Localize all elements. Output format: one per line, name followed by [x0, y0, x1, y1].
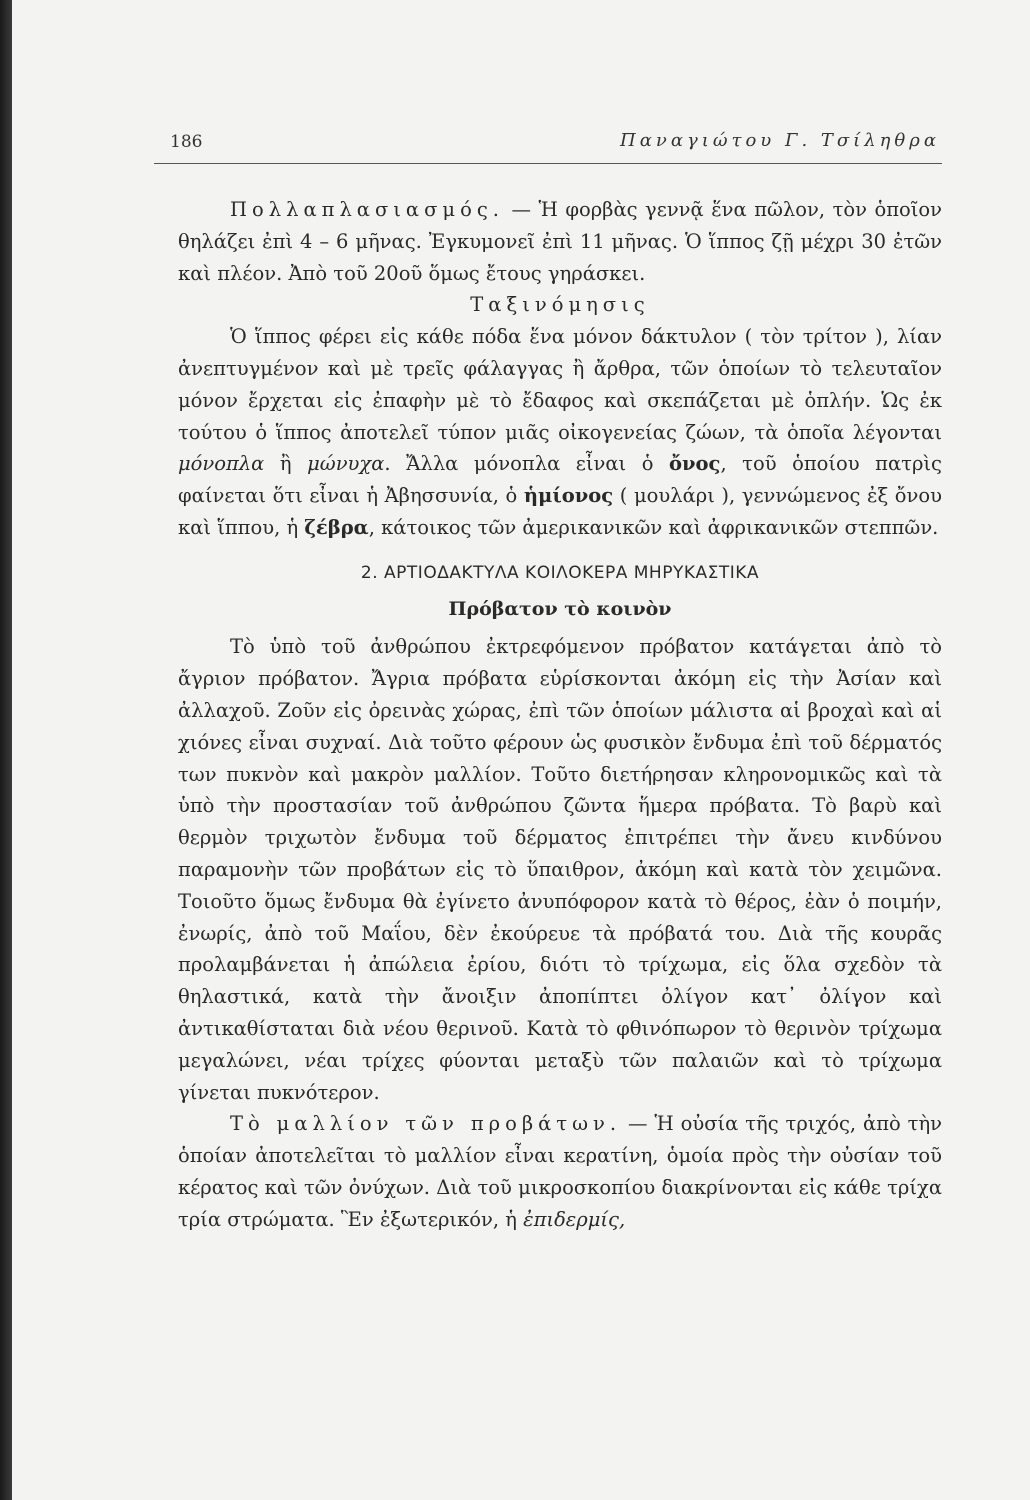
- text-span: Ὁ ἵππος φέρει εἰς κάθε πόδα ἕνα μόνον δάκτυλον ( τὸν τρίτον ), λίαν ἀνεπτυγμένον καὶ μὲ τρεῖς φάλαγγας ἢ ἄρθρα, τῶν ὁποίων τὸ τελευταῖον μόνον ἔρχεται εἰς ἐπαφὴν μὲ τὸ ἔδαφος καὶ σκεπάζεται μὲ ὁπλήν. Ὡς ἐκ τούτου ὁ ἵππος ἀποτελεῖ τύπον μιᾶς οἰκογενείας ζώων, τὰ ὁποῖα λέγονται: [178, 325, 942, 444]
- running-head: Παναγιώτου Γ. Τσίληθρα: [620, 130, 940, 151]
- paragraph-reproduction: [178, 194, 942, 289]
- heading-classification: Ταξινόμησις: [470, 293, 650, 317]
- text-span: , κάτοικος τῶν ἀμερικανικῶν καὶ ἀφρικανικῶν στεππῶν.: [368, 515, 939, 539]
- paragraph-sheep: Τὸ ὑπὸ τοῦ ἀνθρώπου ἐκτρεφόμενον πρόβατον κατάγεται ἀπὸ τὸ ἄγριον πρόβατον. Ἄγρια πρόβατα εὑρίσκονται ἀκόμη εἰς τὴν Ἀσίαν καὶ ἀλλαχοῦ. Ζοῦν εἰς ὀρεινὰς χώρας, ἐπὶ τῶν ὁποίων μάλιστα αἱ βροχαὶ καὶ αἱ χιόνες εἶναι συχναί. Διὰ τοῦτο φέρουν ὡς φυσικὸν ἔνδυμα ἐπὶ τοῦ δέρματός των πυκνὸν καὶ μακρὸν μαλλίον. Τοῦτο διετήρησαν κληρονομικῶς καὶ τὰ ὑπὸ τὴν προστασίαν τοῦ ἀνθρώπου ζῶντα ἥμερα πρόβατα. Τὸ βαρὺ καὶ θερμὸν τριχωτὸν ἔνδυμα τοῦ δέρματος ἐπιτρέπει τὴν ἄνευ κινδύνου παραμονὴν τῶν προβάτων εἰς τὸ ὕπαιθρον, ἀκόμη καὶ κατὰ τὸν χειμῶνα. Τοιοῦτο ὅμως ἔνδυμα θὰ ἐγίνετο ἀνυπόφορον κατὰ τὸ θέρος, ἐὰν ὁ ποιμήν, ἐνωρίς, ἀπὸ τοῦ Μαΐου, δὲν ἐκούρευε τὰ πρόβατά του. Διὰ τῆς κουρᾶς προλαμβάνεται ἡ ἀπώλεια ἐρίου, διότι τὸ τρίχωμα, εἰς ὅλα σχεδὸν τὰ θηλαστικά, κατὰ τὴν ἄνοιξιν ἀποπίπτει ὀλίγον κατ᾽ ὀλίγον καὶ ἀντικαθίσταται διὰ νέου θερινοῦ. Κατὰ τὸ φθινόπωρον τὸ θερινὸν τρίχωμα μεγαλώνει, νέαι τρίχες φύονται μεταξὺ τῶν παλαιῶν καὶ τὸ τρίχωμα γίνεται πυκνότερον.: [178, 635, 942, 1104]
- sub-title: Πρόβατον τὸ κοινὸν: [448, 597, 672, 620]
- paragraph-wool: [178, 1108, 942, 1235]
- text-span: ( μουλάρι ), γεννώμενος ἐξ ὄνου καὶ ἵππου, ἡ: [178, 484, 942, 539]
- scan-edge: [0, 0, 12, 1500]
- paragraph-text: — Ἡ οὐσία τῆς τριχός, ἀπὸ τὴν ὁποίαν ἀποτελεῖται τὸ μαλλίον εἶναι κερατίνη, ὁμοία πρὸς τὴν οὐσίαν τοῦ κέρατος καὶ τῶν ὀνύχων. Διὰ τοῦ μικροσκοπίου διακρίνονται εἰς κάθε τρίχα τρία στρώματα. Ἓν ἐξωτερικόν, ἡ: [178, 1112, 942, 1231]
- bold-term: ζέβρα: [304, 515, 369, 539]
- text-span: ἢ: [264, 452, 308, 476]
- paragraph-classification: [178, 321, 942, 544]
- paragraph-text: — Ἡ φορβὰς γεννᾷ ἕνα πῶλον, τὸν ὁποῖον θηλάζει ἐπὶ 4 – 6 μῆνας. Ἐγκυμονεῖ ἐπὶ 11 μῆνας. Ὁ ἵππος ζῇ μέχρι 30 ἐτῶν καὶ πλέον. Ἀπὸ τοῦ 20οῦ ὅμως ἔτους γηράσκει.: [178, 198, 942, 285]
- body-text: [178, 194, 942, 1236]
- header-rule: [154, 163, 942, 164]
- paragraph-lead: Τὸ μαλλίον τῶν προβάτων.: [230, 1112, 622, 1136]
- bold-term: ὄνος: [669, 452, 721, 476]
- italic-term: μώνυχα: [307, 452, 385, 476]
- text-span: , τοῦ ὁποίου πατρὶς φαίνεται ὅτι εἶναι ἡ Ἀβησσυνία, ὁ: [178, 452, 942, 508]
- italic-term: μόνοπλα: [178, 452, 265, 476]
- text-span: . Ἄλλα μόνοπλα εἶναι ὁ: [384, 452, 670, 476]
- section-title: 2. ΑΡΤΙΟΔΑΚΤΥΛΑ ΚΟΙΛΟΚΕΡΑ ΜΗΡΥΚΑΣΤΙΚΑ: [360, 562, 760, 583]
- page-header: [156, 128, 940, 164]
- page-number: 186: [170, 132, 203, 152]
- bold-term: ἡμίονος: [523, 484, 614, 508]
- italic-term: ἐπιδερμίς,: [523, 1207, 626, 1231]
- paragraph-lead: Πολλαπλασιασμός.: [230, 198, 504, 221]
